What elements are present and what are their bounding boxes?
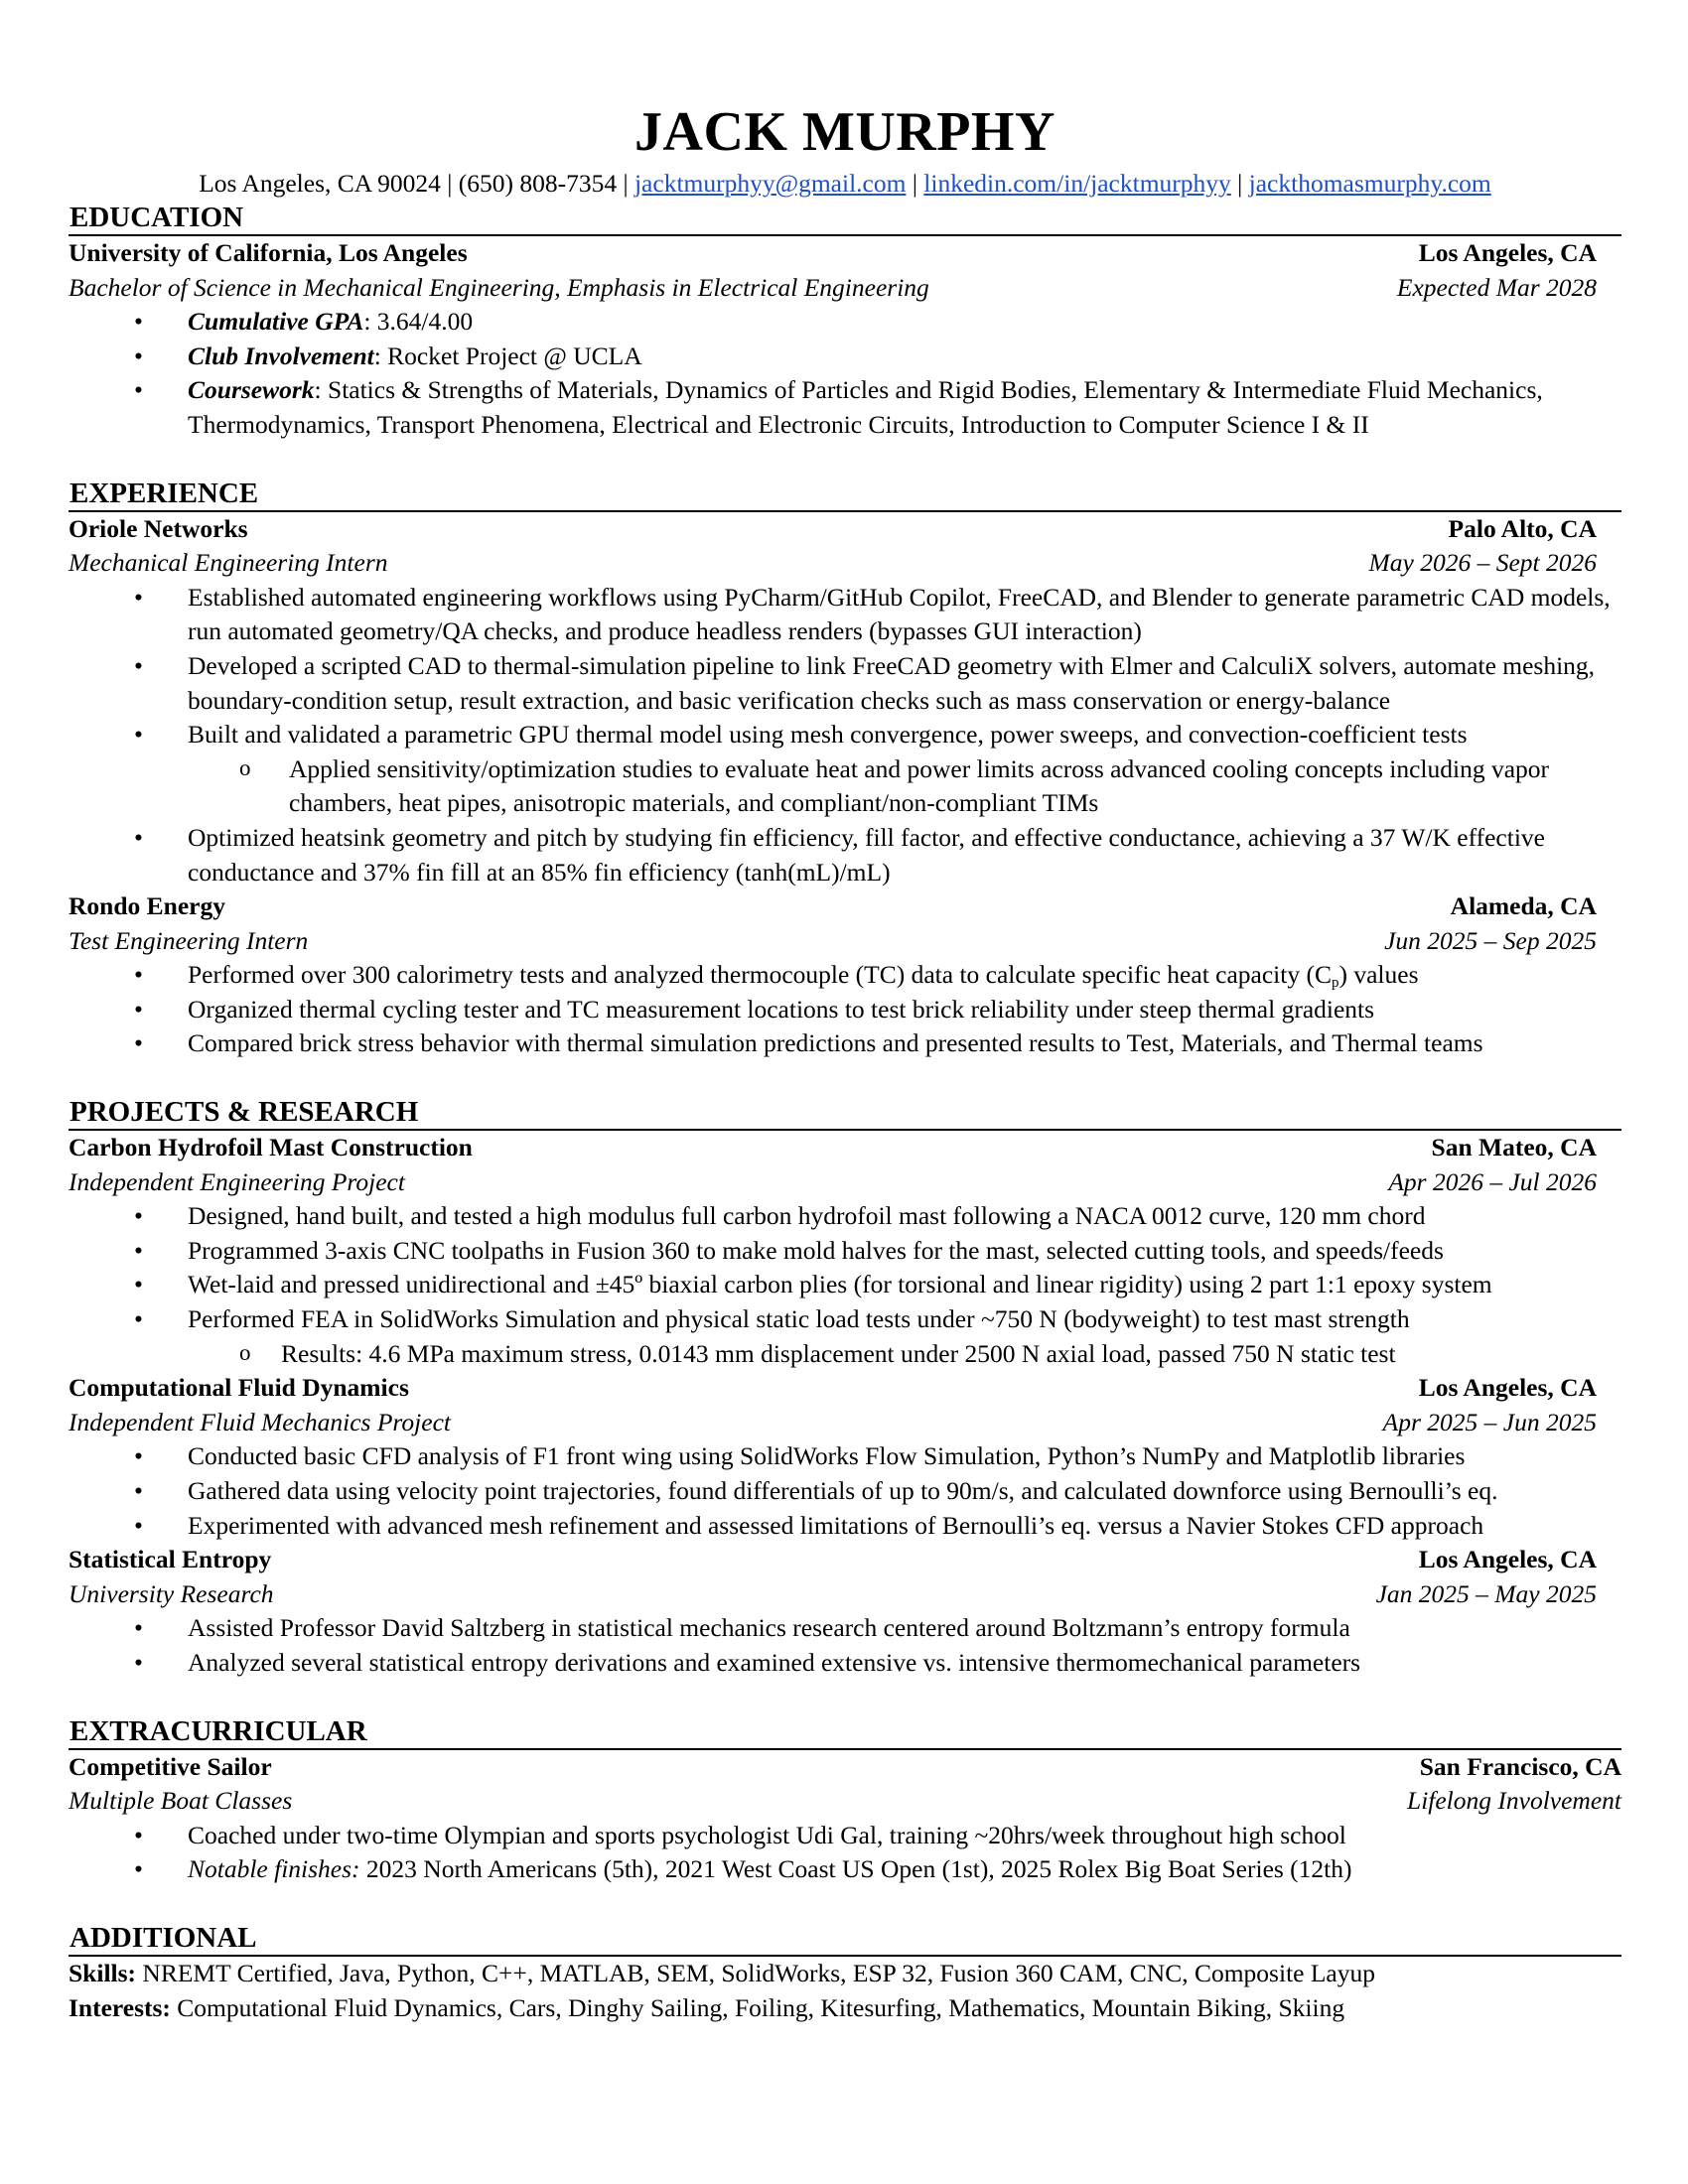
gpa-label: Cumulative GPA [188, 307, 364, 337]
linkedin-link[interactable]: linkedin.com/in/jacktmurphyy [923, 169, 1231, 198]
gpa-value: : 3.64/4.00 [363, 307, 474, 337]
job-bullets [69, 581, 1621, 752]
company-name: Rondo Energy [69, 891, 225, 921]
finishes-value: 2023 North Americans (5th), 2021 West Coast US Open (1st), 2025 Rolex Big Boat Series (12th) [359, 1854, 1352, 1884]
project-bullets [69, 1199, 1621, 1336]
project-location: San Mateo, CA [1431, 1133, 1597, 1162]
list-item [69, 958, 1621, 993]
resume-page [69, 97, 1621, 2025]
project-role: University Research [69, 1578, 274, 1608]
project-date: Jan 2025 – May 2025 [1375, 1578, 1597, 1608]
school-name: University of California, Los Angeles [69, 238, 468, 267]
list-item [69, 305, 1621, 340]
project-date: Apr 2025 – Jun 2025 [1382, 1407, 1597, 1436]
section-title-additional: ADDITIONAL [69, 1921, 1621, 1957]
list-item [69, 1852, 1621, 1887]
list-item: • Analyzed several statistical entropy derivations and examined extensive vs. intensive thermomechanical parameters [69, 1646, 1621, 1681]
list-item [69, 373, 1621, 442]
activity-role: Multiple Boat Classes [69, 1786, 293, 1816]
list-item: • Optimized heatsink geometry and pitch by studying fin efficiency, fill factor, and effective conductance, achieving a 37 W/K effective conductance and 37% fin fill at an 85% fin efficiency (tanh(mL)/mL) [69, 821, 1621, 889]
subscript: p [1331, 975, 1339, 992]
list-item: • Programmed 3-axis CNC toolpaths in Fusion 360 to make mold halves for the mast, selected cutting tools, and speeds/feeds [69, 1234, 1621, 1269]
contact-separator: | [1230, 169, 1249, 198]
activity-name: Competitive Sailor [69, 1751, 272, 1781]
project-location: Los Angeles, CA [1418, 1545, 1597, 1574]
project-bullets [69, 1611, 1621, 1680]
project-name: Carbon Hydrofoil Mast Construction [69, 1133, 473, 1162]
project-subheader [69, 1165, 1597, 1200]
project-location: Los Angeles, CA [1418, 1373, 1597, 1403]
club-label: Club Involvement [188, 341, 374, 370]
graduation-date: Expected Mar 2028 [1396, 272, 1597, 302]
skills-line [69, 1957, 1621, 1991]
contact-line [69, 167, 1621, 201]
list-item: • Wet-laid and pressed unidirectional and ±45º biaxial carbon plies (for torsional and linear rigidity) using 2 part 1:1 epoxy system [69, 1268, 1621, 1302]
interests-line [69, 1991, 1621, 2026]
company-name: Oriole Networks [69, 513, 248, 543]
list-item: • Established automated engineering workflows using PyCharm/GitHub Copilot, FreeCAD, and Blender to generate parametric CAD models, run automated geometry/QA checks, and produce headless renders (bypasses GUI interaction) [69, 581, 1621, 649]
job-role: Test Engineering Intern [69, 925, 309, 955]
project-subheader [69, 1577, 1597, 1612]
section-title-extracurricular: EXTRACURRICULAR [69, 1714, 1621, 1750]
school-location: Los Angeles, CA [1418, 238, 1597, 267]
project-sub-bullets [69, 1337, 1621, 1372]
job-subheader [69, 924, 1597, 959]
job-bullets [69, 958, 1621, 1061]
project-header [69, 1371, 1597, 1406]
activity-subheader [69, 1784, 1621, 1819]
finishes-label: Notable finishes: [188, 1854, 360, 1884]
list-item [69, 340, 1621, 374]
project-header [69, 1131, 1597, 1165]
job-date: May 2026 – Sept 2026 [1368, 548, 1597, 578]
job-header [69, 889, 1597, 924]
project-name: Statistical Entropy [69, 1545, 272, 1574]
job-bullets [69, 821, 1621, 889]
sub-list-item: o Applied sensitivity/optimization studies to evaluate heat and power limits across advanced cooling concepts including vapor chambers, heat pipes, anisotropic materials, and compliant/non-compliant TIMs [69, 752, 1621, 821]
list-item: • Experimented with advanced mesh refinement and assessed limitations of Bernoulli’s eq. versus a Navier Stokes CFD approach [69, 1509, 1621, 1544]
project-role: Independent Engineering Project [69, 1166, 405, 1196]
project-header [69, 1543, 1597, 1577]
job-location: Palo Alto, CA [1448, 513, 1597, 543]
coursework-value: : Statics & Strengths of Materials, Dynamics of Particles and Rigid Bodies, Elementary & Intermediate Fluid Mechanics, Thermodynamics, Transport Phenomena, Electrical and Electronic Circuits, Introduction to Computer Science I & II [188, 375, 1543, 439]
list-item: • Developed a scripted CAD to thermal-simulation pipeline to link FreeCAD geometry with Elmer and CalculiX solvers, automate meshing, boundary-condition setup, result extraction, and basic verification checks such as mass conservation or energy-balance [69, 649, 1621, 718]
degree: Bachelor of Science in Mechanical Engineering, Emphasis in Electrical Engineering [69, 272, 929, 302]
coursework-label: Coursework [188, 375, 315, 405]
list-item: • Designed, hand built, and tested a high modulus full carbon hydrofoil mast following a NACA 0012 curve, 120 mm chord [69, 1199, 1621, 1234]
location-phone: Los Angeles, CA 90024 | (650) 808-7354 | [199, 169, 634, 198]
activity-header [69, 1750, 1621, 1785]
list-item: • Organized thermal cycling tester and TC measurement locations to test brick reliability under steep thermal gradients [69, 993, 1621, 1027]
club-value: : Rocket Project @ UCLA [373, 341, 642, 370]
job-location: Alameda, CA [1450, 891, 1597, 921]
job-header [69, 512, 1597, 547]
activity-date: Lifelong Involvement [1407, 1786, 1621, 1816]
interests-value: Computational Fluid Dynamics, Cars, Dinghy Sailing, Foiling, Kitesurfing, Mathematics, Mountain Biking, Skiing [170, 1992, 1345, 2022]
education-header [69, 236, 1597, 271]
bullet-text: ) values [1338, 960, 1419, 990]
job-sub-bullets [69, 752, 1621, 821]
list-item: • Compared brick stress behavior with thermal simulation predictions and presented results to Test, Materials, and Thermal teams [69, 1026, 1621, 1061]
list-item: • Performed FEA in SolidWorks Simulation and physical static load tests under ~750 N (bodyweight) to test mast strength [69, 1302, 1621, 1337]
list-item: • Assisted Professor David Saltzberg in statistical mechanics research centered around Boltzmann’s entropy formula [69, 1611, 1621, 1646]
education-bullets [69, 305, 1621, 442]
sub-list-item: o Results: 4.6 MPa maximum stress, 0.0143 mm displacement under 2500 N axial load, passed 750 N static test [69, 1337, 1621, 1372]
section-title-experience: EXPERIENCE [69, 477, 1621, 512]
contact-separator: | [906, 169, 924, 198]
skills-label: Skills: [69, 1958, 137, 1987]
website-link[interactable]: jackthomasmurphy.com [1248, 169, 1491, 198]
candidate-name: JACK MURPHY [634, 101, 1055, 163]
project-name: Computational Fluid Dynamics [69, 1373, 409, 1403]
bullet-text: Performed over 300 calorimetry tests and analyzed thermocouple (TC) data to calculate specific heat capacity (C [188, 960, 1332, 990]
job-date: Jun 2025 – Sep 2025 [1384, 925, 1597, 955]
job-subheader [69, 546, 1597, 581]
interests-label: Interests: [69, 1992, 171, 2022]
list-item: • Gathered data using velocity point trajectories, found differentials of up to 90m/s, and calculated downforce using Bernoulli’s eq. [69, 1474, 1621, 1509]
project-subheader [69, 1406, 1597, 1440]
activity-location: San Francisco, CA [1419, 1751, 1621, 1781]
email-link[interactable]: jacktmurphyy@gmail.com [633, 169, 907, 198]
list-item: • Conducted basic CFD analysis of F1 front wing using SolidWorks Flow Simulation, Python’s NumPy and Matplotlib libraries [69, 1439, 1621, 1474]
section-title-projects: PROJECTS & RESEARCH [69, 1095, 1621, 1131]
skills-value: NREMT Certified, Java, Python, C++, MATLAB, SEM, SolidWorks, ESP 32, Fusion 360 CAM, CNC, Composite Layup [136, 1958, 1375, 1987]
list-item: • Built and validated a parametric GPU thermal model using mesh convergence, power sweeps, and convection-coefficient tests [69, 718, 1621, 752]
section-title-education: EDUCATION [69, 201, 1621, 236]
education-subheader [69, 271, 1597, 306]
project-bullets [69, 1439, 1621, 1543]
project-role: Independent Fluid Mechanics Project [69, 1407, 451, 1436]
project-date: Apr 2026 – Jul 2026 [1388, 1166, 1597, 1196]
job-role: Mechanical Engineering Intern [69, 548, 388, 578]
activity-bullets [69, 1819, 1621, 1887]
list-item: • Coached under two-time Olympian and sports psychologist Udi Gal, training ~20hrs/week throughout high school [69, 1819, 1621, 1853]
